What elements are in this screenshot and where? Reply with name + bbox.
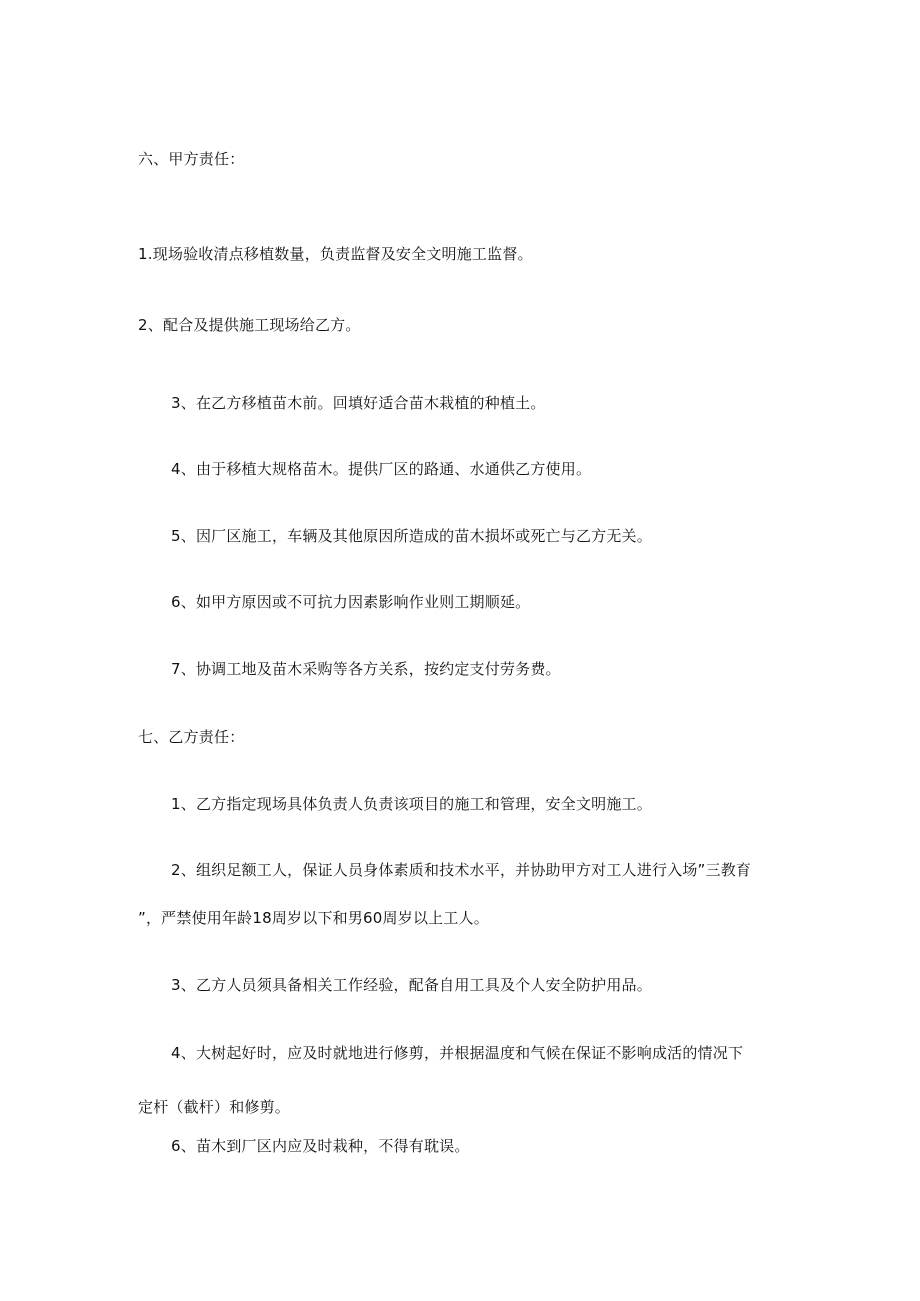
section-six-item-6: 6、如甲方原因或不可抗力因素影响作业则工期顺延。	[171, 593, 531, 611]
section-six-item-4: 4、由于移植大规格苗木。提供厂区的路通、水通供乙方使用。	[171, 460, 592, 478]
section-seven-item-2-line-2: ”，严禁使用年龄18周岁以下和男60周岁以上工人。	[138, 909, 489, 927]
section-six-item-1: 1.现场验收清点移植数量，负责监督及安全文明施工监督。	[138, 245, 533, 263]
section-six-item-3: 3、在乙方移植苗木前。回填好适合苗木栽植的种植土。	[171, 394, 546, 412]
section-six-item-5: 5、因厂区施工，车辆及其他原因所造成的苗木损坏或死亡与乙方无关。	[171, 527, 652, 545]
section-seven-item-6: 6、苗木到厂区内应及时栽种，不得有耽误。	[171, 1137, 470, 1155]
section-seven-item-1: 1、乙方指定现场具体负责人负责该项目的施工和管理，安全文明施工。	[171, 795, 652, 813]
section-six-heading: 六、甲方责任：	[138, 150, 245, 168]
section-seven-item-3: 3、乙方人员须具备相关工作经验，配备自用工具及个人安全防护用品。	[171, 976, 652, 994]
section-six-item-2: 2、配合及提供施工现场给乙方。	[138, 316, 361, 334]
section-seven-heading: 七、乙方责任：	[138, 728, 245, 746]
section-six-item-7: 7、协调工地及苗木采购等各方关系，按约定支付劳务费。	[171, 660, 561, 678]
section-seven-item-4-line-1: 4、大树起好时，应及时就地进行修剪，并根据温度和气候在保证不影响成活的情况下	[171, 1044, 744, 1062]
section-seven-item-4-line-2: 定杆（截杆）和修剪。	[138, 1098, 291, 1116]
section-seven-item-2-line-1: 2、组织足额工人，保证人员身体素质和技术水平，并协助甲方对工人进行入场”三教育	[171, 861, 752, 879]
